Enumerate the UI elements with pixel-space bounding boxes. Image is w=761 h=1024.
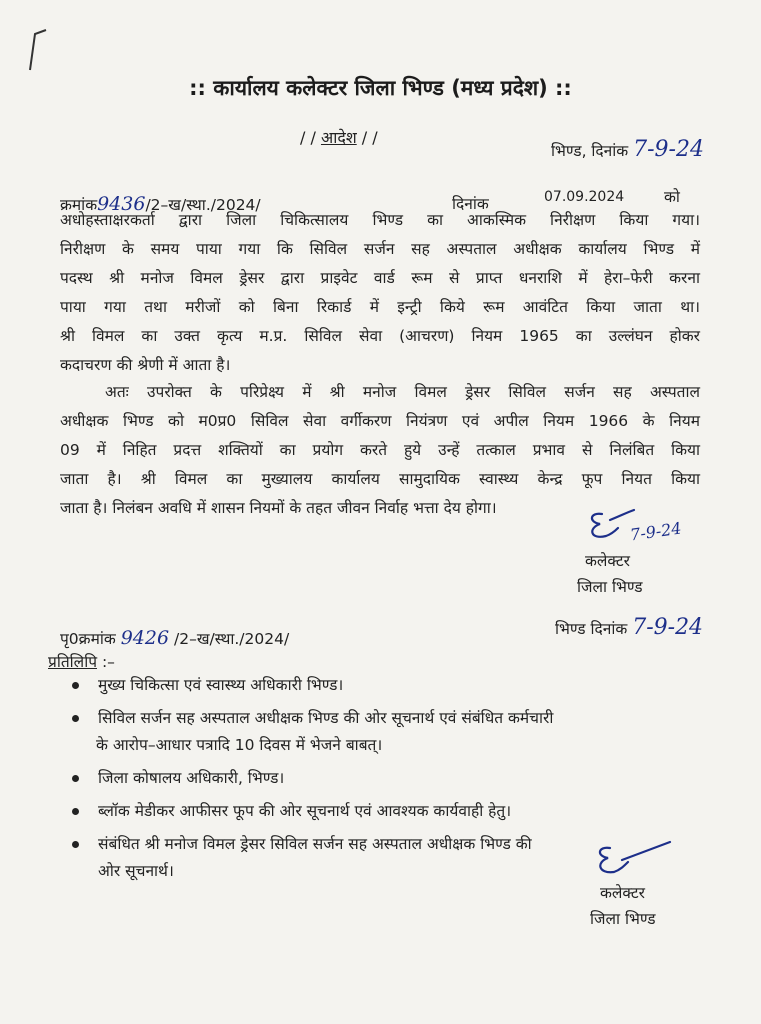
- copy-item-text: के आरोप–आधार पत्रादि 10 दिवस में भेजने बाबत्।: [96, 736, 383, 754]
- signature-2-block: [590, 880, 656, 932]
- paragraph-2-line: अतः उपरोक्त के परिप्रेक्ष्य में श्री मनोज विमल ड्रेसर सिविल सर्जन सह अस्पताल: [105, 383, 700, 401]
- bullet-icon: [72, 841, 79, 848]
- ref-date-label: दिनांक: [452, 195, 489, 213]
- signature-1-date: 7-9-24: [628, 518, 683, 545]
- endorsement-number-handwritten: 9426: [120, 627, 170, 649]
- bullet-icon: [72, 715, 79, 722]
- copy-suffix: :–: [101, 653, 115, 671]
- list-item: [60, 765, 710, 792]
- paragraph-1-line: निरीक्षण के समय पाया गया कि सिविल सर्जन सह अस्पताल अधीक्षक कार्यालय भिण्ड में: [60, 240, 700, 258]
- paragraph-1-line: पदस्थ श्री मनोज विमल ड्रेसर द्वारा प्राइवेट वार्ड रूम से प्राप्त धनराशि में हेरा–फेरी करना: [60, 269, 700, 287]
- paragraph-2-line: 09 में निहित प्रदत्त शक्तियों का प्रयोग करते हुये उन्हें तत्काल प्रभाव से निलंबित किया: [60, 441, 701, 459]
- paragraph-2-line: अधीक्षक भिण्ड को म0प्र0 सिविल सेवा वर्गीकरण नियंत्रण एवं अपील नियम 1966 के नियम: [60, 412, 700, 430]
- copy-item-text: संबंधित श्री मनोज विमल ड्रेसर सिविल सर्जन सह अस्पताल अधीक्षक भिण्ड की: [98, 835, 532, 853]
- ref-date-value: 07.09.2024: [544, 189, 625, 205]
- ref-number-rest: /2–ख/स्था./2024/: [145, 196, 261, 214]
- place-date-label: भिण्ड, दिनांक: [551, 142, 629, 160]
- bullet-icon: [72, 808, 79, 815]
- paragraph-1-line: अधोहस्ताक्षरकर्ता द्वारा जिला चिकित्सालय भिण्ड का आकस्मिक निरीक्षण किया गया।: [60, 211, 700, 229]
- signature-2-office: जिला भिण्ड: [590, 910, 656, 928]
- endorsement-date: [555, 614, 703, 643]
- order-prefix: / /: [300, 128, 316, 147]
- endorsement-number-label: पृ0क्रमांक: [60, 630, 116, 648]
- copy-item-text: मुख्य चिकित्सा एवं स्वास्थ्य अधिकारी भिण्ड।: [98, 676, 344, 694]
- signature-1-office: जिला भिण्ड: [577, 578, 643, 596]
- copy-item-text: ओर सूचनार्थ।: [98, 862, 174, 880]
- paragraph-2: [60, 378, 700, 523]
- copy-item-text: सिविल सर्जन सह अस्पताल अधीक्षक भिण्ड की ओर सूचनार्थ एवं संबंधित कर्मचारी: [98, 709, 554, 727]
- list-item: [60, 705, 710, 759]
- paragraph-1-line: पाया गया तथा मरीजों को बिना रिकार्ड में इन्ट्री किये रूम आवंटित किया जाता था।: [60, 298, 700, 316]
- ref-ko: को: [664, 188, 680, 206]
- bullet-icon: [72, 775, 79, 782]
- endorsement-date-label: भिण्ड दिनांक: [555, 620, 628, 638]
- list-item: [60, 798, 710, 825]
- paragraph-1-line: कदाचरण की श्रेणी में आता है।: [60, 356, 231, 374]
- order-title: [300, 126, 378, 148]
- paragraph-2-line: जाता है। निलंबन अवधि में शासन नियमों के तहत जीवन निर्वाह भत्ता देय होगा।: [60, 499, 497, 517]
- paragraph-1-line: श्री विमल का उक्त कृत्य म.प्र. सिविल सेवा (आचरण) नियम 1965 का उल्लंघन होकर: [60, 327, 700, 345]
- copy-item-text: जिला कोषालय अधिकारी, भिण्ड।: [98, 769, 285, 787]
- bullet-icon: [72, 682, 79, 689]
- ref-number-handwritten: 9436: [97, 193, 146, 215]
- endorsement-date-handwritten: 7-9-24: [632, 615, 704, 640]
- copy-item-text: ब्लॉक मेडीकर आफीसर फूप की ओर सूचनार्थ एवं आवश्यक कार्यवाही हेतु।: [98, 802, 512, 820]
- pen-mark: [20, 28, 50, 73]
- paragraph-2-line: जाता है। श्री विमल का मुख्यालय कार्यालय सामुदायिक स्वास्थ्य केन्द्र फूप नियत किया: [60, 470, 700, 488]
- place-date-handwritten: 7-9-24: [633, 137, 704, 162]
- endorsement-number-rest: /2–ख/स्था./2024/: [174, 630, 290, 648]
- signature-1-designation: कलेक्टर: [585, 552, 631, 570]
- signature-2-designation: कलेक्टर: [600, 884, 646, 902]
- paragraph-1: [60, 206, 700, 380]
- place-date: [551, 136, 704, 165]
- ref-number-label: क्रमांक: [60, 196, 98, 214]
- list-item: [60, 672, 710, 699]
- order-suffix: / /: [361, 128, 378, 147]
- copy-label: प्रतिलिपि: [48, 653, 98, 671]
- signature-1-block: [577, 548, 643, 600]
- order-word: आदेश: [320, 128, 357, 147]
- office-heading: :: कार्यालय कलेक्टर जिला भिण्ड (मध्य प्रदेश) ::: [189, 76, 572, 100]
